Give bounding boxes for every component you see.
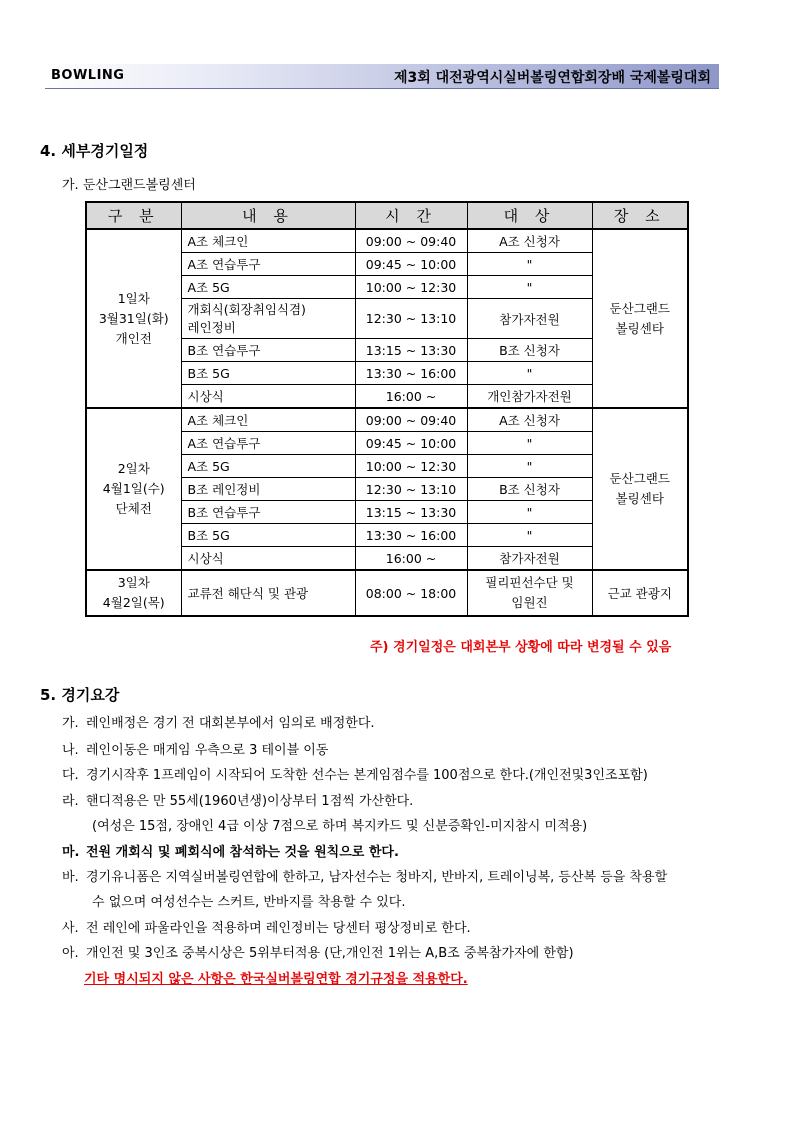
rule-item [62, 917, 471, 936]
cell-time: 13:15 ~ 13:30 [355, 339, 467, 362]
table-row [86, 570, 688, 616]
col-header-category: 구 분 [86, 202, 181, 229]
cell-content: 시상식 [181, 385, 355, 409]
rule-marker: 아. [62, 946, 79, 961]
cell-time: 09:00 ~ 09:40 [355, 229, 467, 253]
cell-target: B조 신청자 [467, 478, 592, 501]
day3-day: 3일차 [117, 575, 150, 590]
cell-content: A조 연습투구 [181, 432, 355, 455]
cell-time: 08:00 ~ 18:00 [355, 570, 467, 616]
cell-target: " [467, 253, 592, 276]
cell-target: 개인참가자전원 [467, 385, 592, 409]
col-header-time: 시 간 [355, 202, 467, 229]
day3-place: 근교 관광지 [592, 570, 688, 616]
day1-day: 1일차 [117, 290, 150, 306]
rule-continuation: 수 없으며 여성선수는 스커트, 반바지를 착용할 수 있다. [92, 895, 406, 910]
cell-content: A조 5G [181, 276, 355, 299]
cell-target: A조 신청자 [467, 229, 592, 253]
day1-label [86, 229, 181, 408]
rule-text: 레인배정은 경기 전 대회본부에서 임의로 배정한다. [86, 716, 375, 731]
rule-marker: 사. [62, 921, 79, 936]
rule-marker: 마. [62, 845, 80, 860]
cell-target: 참가자전원 [467, 299, 592, 339]
section5-title: 5. 경기요강 [40, 686, 120, 704]
cell-target: " [467, 276, 592, 299]
cell-time: 13:30 ~ 16:00 [355, 362, 467, 385]
table-row [86, 408, 688, 432]
rule-marker: 다. [62, 768, 79, 783]
rule-item [62, 866, 667, 885]
day1-date: 3월31일(화) [98, 310, 169, 326]
rule-text: 전 레인에 파울라인을 적용하며 레인정비는 당센터 평상정비로 한다. [86, 921, 471, 936]
rule-continuation: (여성은 15점, 장애인 4급 이상 7점으로 하며 복지카드 및 신분증확인-미지참시 미적용) [92, 819, 588, 834]
rule-text: 전원 개회식 및 폐회식에 참석하는 것을 원칙으로 한다. [86, 845, 399, 860]
schedule-table [85, 201, 689, 617]
cell-target: " [467, 524, 592, 547]
header-left: BOWLING [51, 68, 125, 83]
day3-date: 4월2일(목) [102, 595, 165, 610]
cell-time: 09:45 ~ 10:00 [355, 253, 467, 276]
day2-event: 단체전 [115, 501, 152, 516]
section4-title: 4. 세부경기일정 [40, 142, 149, 160]
header-title: 제3회 대전광역시실버볼링연합회장배 국제볼링대회 [393, 70, 711, 86]
cell-target: " [467, 501, 592, 524]
rule-item [62, 841, 399, 860]
cell-time: 12:30 ~ 13:10 [355, 299, 467, 339]
day2-date: 4월1일(수) [102, 481, 165, 496]
day2-day: 2일차 [117, 461, 150, 476]
day1-event: 개인전 [115, 330, 152, 346]
rule-item [62, 942, 574, 961]
cell-target: " [467, 362, 592, 385]
table-row [86, 229, 688, 253]
rule-text: 개인전 및 3인조 중복시상은 5위부터적용 (단,개인전 1위는 A,B조 중복참가자에 한함) [86, 946, 574, 961]
cell-target: A조 신청자 [467, 408, 592, 432]
cell-target: " [467, 455, 592, 478]
day2-place-line2: 볼링센타 [615, 491, 664, 506]
schedule-note: 주) 경기일정은 대회본부 상황에 따라 변경될 수 있음 [370, 640, 672, 655]
col-header-content: 내 용 [181, 202, 355, 229]
section4-subtitle: 가. 둔산그랜드볼링센터 [62, 178, 196, 193]
table-header-row [86, 202, 688, 229]
cell-content: B조 5G [181, 524, 355, 547]
day3-target-line2: 임원진 [511, 595, 548, 610]
day2-place [592, 408, 688, 570]
cell-content: 교류전 해단식 및 관광 [181, 570, 355, 616]
rule-text: 핸디적용은 만 55세(1960년생)이상부터 1점씩 가산한다. [86, 794, 414, 809]
cell-content-line2: 레인정비 [187, 319, 236, 335]
rule-item [62, 712, 375, 731]
cell-content: B조 연습투구 [181, 501, 355, 524]
cell-time: 09:45 ~ 10:00 [355, 432, 467, 455]
cell-time: 13:30 ~ 16:00 [355, 524, 467, 547]
cell-target [467, 570, 592, 616]
cell-content: 시상식 [181, 547, 355, 571]
cell-content: A조 연습투구 [181, 253, 355, 276]
cell-content: A조 체크인 [181, 229, 355, 253]
rule-text: 경기시작후 1프레임이 시작되어 도착한 선수는 본게임점수를 100점으로 한다.(개인전및3인조포함) [86, 768, 648, 783]
rule-item [62, 790, 413, 809]
cell-time: 13:15 ~ 13:30 [355, 501, 467, 524]
cell-time: 12:30 ~ 13:10 [355, 478, 467, 501]
cell-content: A조 체크인 [181, 408, 355, 432]
cell-content-line1: 개회식(회장취임식겸) [187, 301, 306, 317]
day3-target-line1: 필리핀선수단 및 [485, 575, 574, 590]
cell-content: B조 5G [181, 362, 355, 385]
rule-item [62, 739, 328, 758]
cell-target: 참가자전원 [467, 547, 592, 571]
day1-place-line1: 둔산그랜드 [609, 300, 670, 316]
day1-place [592, 229, 688, 408]
cell-content [181, 299, 355, 339]
rule-text: 경기유니폼은 지역실버볼링연합에 한하고, 남자선수는 청바지, 반바지, 트레이닝복, 등산복 등을 착용할 [86, 870, 668, 885]
cell-time: 10:00 ~ 12:30 [355, 276, 467, 299]
cell-time: 16:00 ~ [355, 547, 467, 571]
cell-time: 16:00 ~ [355, 385, 467, 409]
day3-label [86, 570, 181, 616]
final-notice: 기타 명시되지 않은 사항은 한국실버볼링연합 경기규정을 적용한다. [84, 972, 468, 987]
rule-marker: 라. [62, 794, 79, 809]
rule-text: 레인이동은 매게임 우측으로 3 테이블 이동 [86, 743, 329, 758]
col-header-place: 장 소 [592, 202, 688, 229]
col-header-target: 대 상 [467, 202, 592, 229]
cell-target: " [467, 432, 592, 455]
cell-target: B조 신청자 [467, 339, 592, 362]
rule-marker: 바. [62, 870, 79, 885]
cell-content: B조 레인정비 [181, 478, 355, 501]
day2-label [86, 408, 181, 570]
day1-place-line2: 볼링센타 [615, 320, 664, 336]
rule-marker: 가. [62, 716, 79, 731]
cell-time: 09:00 ~ 09:40 [355, 408, 467, 432]
rule-marker: 나. [62, 743, 79, 758]
rule-item [62, 764, 648, 783]
day2-place-line1: 둔산그랜드 [609, 471, 670, 486]
page-header [45, 64, 719, 89]
cell-time: 10:00 ~ 12:30 [355, 455, 467, 478]
cell-content: B조 연습투구 [181, 339, 355, 362]
cell-content: A조 5G [181, 455, 355, 478]
